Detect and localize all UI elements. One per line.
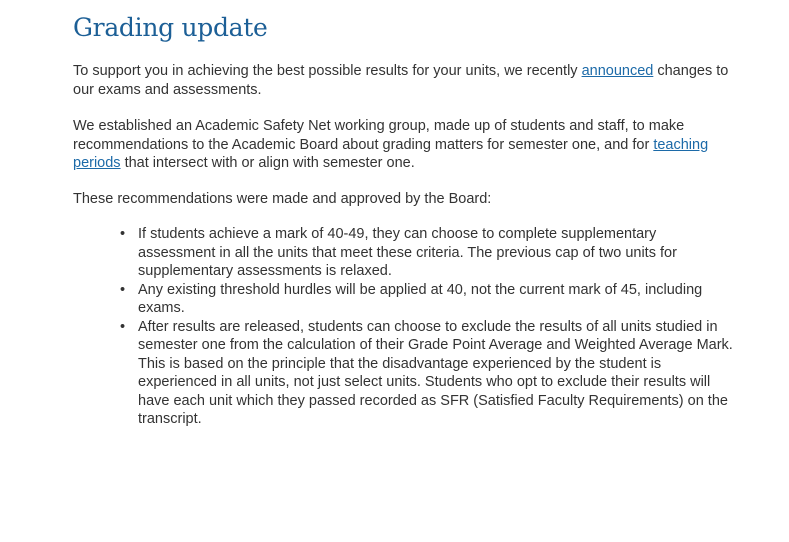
- bullet-icon: •: [120, 318, 126, 335]
- recommendations-list: [73, 225, 733, 429]
- list-item: [120, 281, 733, 318]
- recommendation-text: If students achieve a mark of 40-49, they can choose to complete supplementary assessment in all the units that meet these criteria. The previous cap of two units for supplementary assessments is relaxed.: [138, 226, 677, 279]
- working-group-text-after: that intersect with or align with semester one.: [120, 155, 415, 171]
- bullet-icon: •: [120, 281, 126, 298]
- intro-paragraph: [73, 62, 733, 99]
- recommendations-intro: These recommendations were made and approved by the Board:: [73, 190, 492, 207]
- list-item: [120, 318, 733, 429]
- teaching-periods-link[interactable]: teaching periods: [73, 136, 709, 171]
- page-title: Grading update: [73, 13, 268, 42]
- recommendation-text: Any existing threshold hurdles will be applied at 40, not the current mark of 45, including exams.: [138, 281, 703, 316]
- intro-text-before: To support you in achieving the best possible results for your units, we recently: [73, 63, 582, 79]
- list-item: [120, 225, 733, 281]
- recommendation-text: After results are released, students can choose to exclude the results of all units studied in semester one from the calculation of their Grade Point Average and Weighted Average Mark. This is based on the principle that the disadvantage experienced by the student is experienced in all units, not just select units. Students who opt to exclude their results will have each unit which they passed recorded as SFR (Satisfied Faculty Requirements) on the transcript.: [138, 318, 733, 427]
- bullet-icon: •: [120, 226, 126, 242]
- working-group-text-before: We established an Academic Safety Net working group, made up of students and staff, to make recommendations to the Academic Board about grading matters for semester one, and for: [73, 118, 685, 153]
- announced-link[interactable]: announced: [581, 63, 654, 79]
- intro-text-after: changes to our exams and assessments.: [73, 63, 729, 98]
- working-group-paragraph: [73, 117, 733, 173]
- article: [73, 10, 733, 429]
